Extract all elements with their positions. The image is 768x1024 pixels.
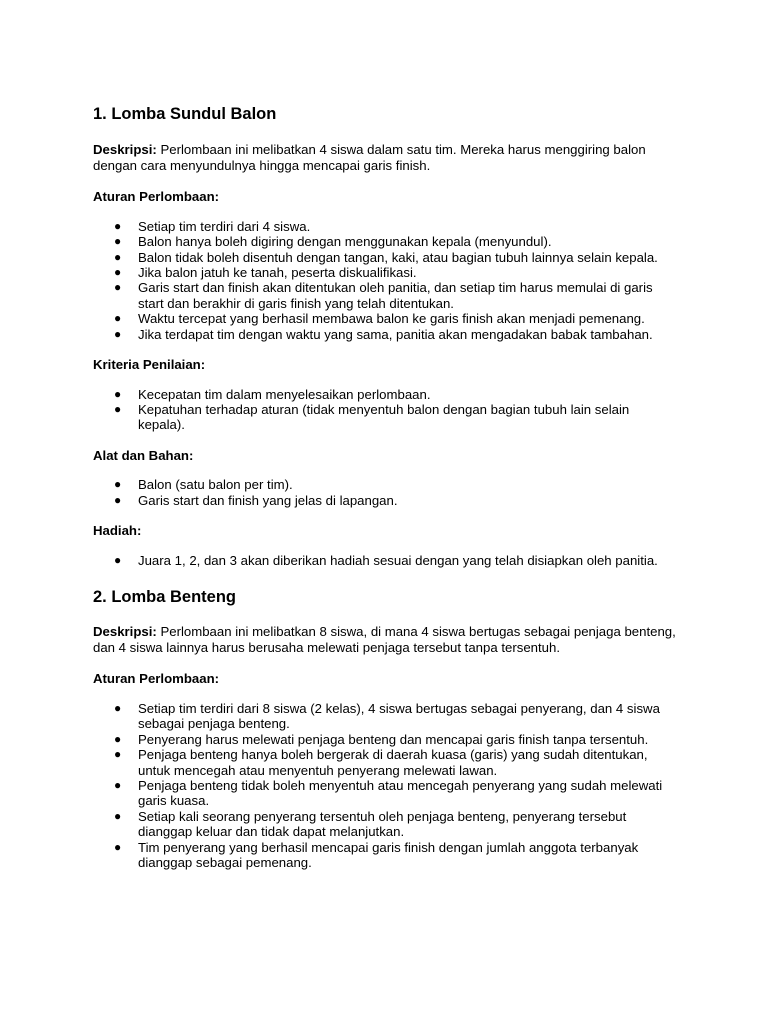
section-2-rules-list: [93, 701, 678, 870]
list-item: ● Balon hanya boleh digiring dengan menggunakan kepala (menyundul).: [114, 234, 552, 250]
list-item: ● Waktu tercepat yang berhasil membawa balon ke garis finish akan menjadi pemenang.: [114, 311, 645, 327]
section-1-prize-list: [93, 553, 678, 568]
bullet-icon: ●: [114, 234, 122, 249]
section-2-rules-heading: Aturan Perlombaan:: [93, 671, 220, 687]
description-label: Deskripsi:: [93, 142, 157, 157]
list-item: ● Penjaga benteng tidak boleh menyentuh atau mencegah penyerang yang sudah melewati garis kuasa.: [114, 778, 663, 809]
list-item: ● Setiap tim terdiri dari 4 siswa.: [114, 218, 311, 234]
list-item: ● Kepatuhan terhadap aturan (tidak menyentuh balon dengan bagian tubuh lain selain kepala).: [114, 402, 630, 433]
section-1-criteria-heading: Kriteria Penilaian:: [93, 357, 206, 373]
bullet-icon: ●: [114, 701, 122, 716]
bullet-icon: ●: [114, 731, 122, 746]
list-item: ● Kecepatan tim dalam menyelesaikan perlombaan.: [114, 386, 431, 402]
section-2-description: [93, 624, 678, 655]
list-item: ● Juara 1, 2, dan 3 akan diberikan hadiah sesuai dengan yang telah disiapkan oleh panitia.: [114, 552, 658, 568]
section-1-rules-heading: Aturan Perlombaan:: [93, 189, 220, 205]
section-1-tools-heading: Alat dan Bahan:: [93, 447, 194, 463]
bullet-icon: ●: [114, 808, 122, 823]
bullet-icon: ●: [114, 552, 122, 567]
bullet-icon: ●: [114, 492, 122, 507]
bullet-icon: ●: [114, 778, 122, 793]
bullet-icon: ●: [114, 280, 122, 295]
bullet-icon: ●: [114, 477, 122, 492]
list-item: ● Garis start dan finish yang jelas di lapangan.: [114, 492, 398, 508]
list-item: ● Jika balon jatuh ke tanah, peserta diskualifikasi.: [114, 265, 417, 280]
section-1-tools-list: [93, 477, 678, 508]
description-text: Perlombaan ini melibatkan 8 siswa, di mana 4 siswa bertugas sebagai penjaga benteng, dan 4 siswa lainnya harus berusaha melewati penjaga tersebut tanpa tersentuh.: [93, 624, 676, 655]
list-item: ● Garis start dan finish akan ditentukan oleh panitia, dan setiap tim harus memulai di garis start dan berakhir di garis finish yang telah ditentukan.: [114, 280, 653, 311]
bullet-icon: ●: [114, 386, 122, 401]
section-2-title: 2. Lomba Benteng: [93, 588, 237, 607]
list-item: ● Tim penyerang yang berhasil mencapai garis finish dengan jumlah anggota terbanyak dianggap sebagai pemenang.: [114, 839, 639, 871]
bullet-icon: ●: [114, 839, 122, 854]
section-1-title: 1. Lomba Sundul Balon: [93, 105, 277, 123]
list-item: ● Balon tidak boleh disentuh dengan tangan, kaki, atau bagian tubuh lainnya selain kepala.: [114, 249, 658, 265]
section-1-prize-heading: Hadiah:: [93, 523, 142, 539]
bullet-icon: ●: [114, 249, 122, 264]
bullet-icon: ●: [114, 311, 122, 326]
list-item: ● Setiap tim terdiri dari 8 siswa (2 kelas), 4 siswa bertugas sebagai penyerang, dan 4 siswa sebagai penjaga benteng.: [114, 701, 660, 732]
bullet-icon: ●: [114, 218, 122, 233]
bullet-icon: ●: [114, 326, 122, 341]
list-item: ● Penyerang harus melewati penjaga benteng dan mencapai garis finish tanpa tersentuh.: [114, 731, 649, 747]
bullet-icon: ●: [114, 747, 122, 762]
bullet-icon: ●: [114, 265, 122, 279]
list-item: ● Setiap kali seorang penyerang tersentuh oleh penjaga benteng, penyerang tersebut dianggap keluar dan tidak dapat melanjutkan.: [114, 808, 627, 840]
list-item: ● Balon (satu balon per tim).: [114, 477, 293, 493]
bullet-icon: ●: [114, 402, 122, 417]
list-item: ● Jika terdapat tim dengan waktu yang sama, panitia akan mengadakan babak tambahan.: [114, 326, 653, 342]
section-1-rules-list: [93, 219, 678, 342]
list-item: ● Penjaga benteng hanya boleh bergerak di daerah kuasa (garis) yang sudah ditentukan, untuk mencegah atau menyentuh penyerang melewati lawan.: [114, 747, 648, 778]
description-text: Perlombaan ini melibatkan 4 siswa dalam satu tim. Mereka harus menggiring balon dengan cara menyundulnya hingga mencapai garis finish.: [93, 142, 646, 173]
section-1-criteria-list: [93, 387, 678, 433]
description-label: Deskripsi:: [93, 624, 157, 640]
section-1-description: [93, 142, 678, 173]
